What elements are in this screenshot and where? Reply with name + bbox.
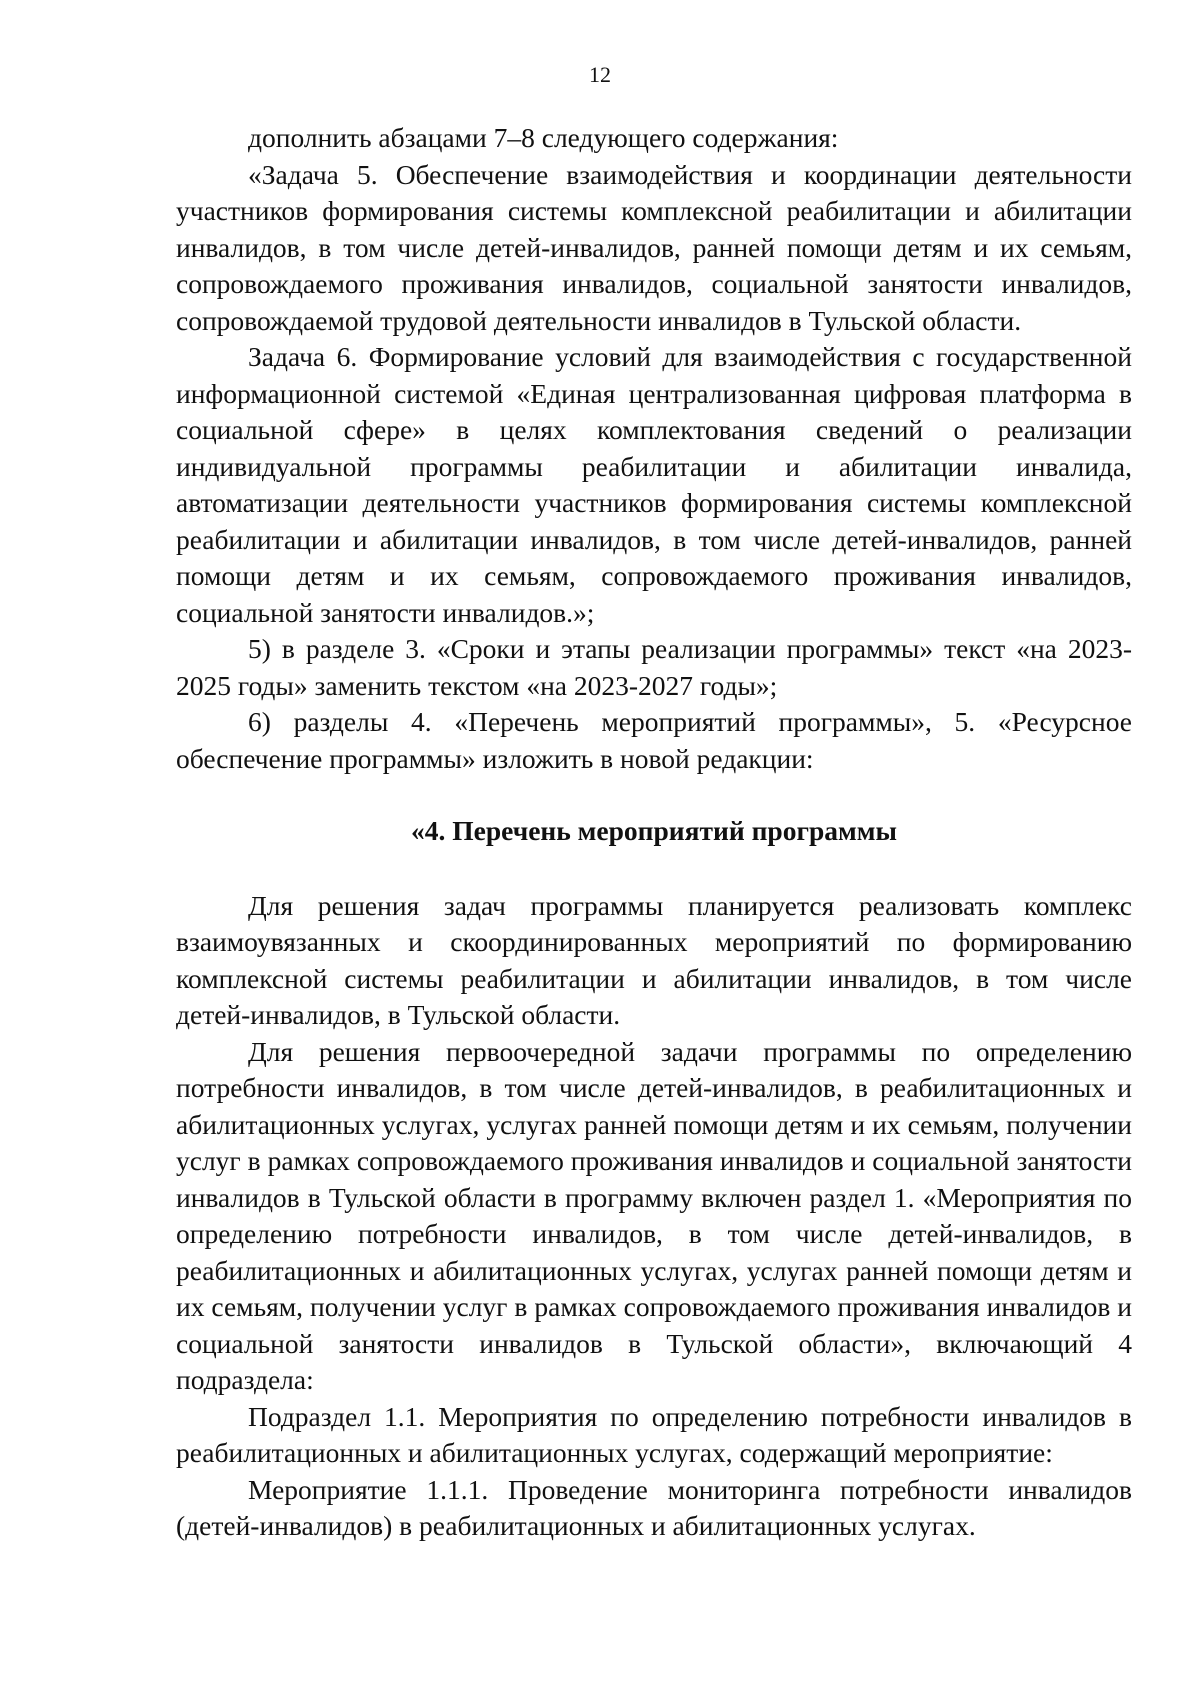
document-body [176, 120, 1132, 1545]
paragraph-item-6: 6) разделы 4. «Перечень мероприятий программы», 5. «Ресурсное обеспечение программы» изложить в новой редакции: [176, 706, 1132, 774]
paragraph-item-5: 5) в разделе 3. «Сроки и этапы реализации программы» текст «на 2023-2025 годы» заменить текстом «на 2023-2027 годы»; [176, 633, 1132, 701]
paragraph-intro: дополнить абзацами 7–8 следующего содержания: [248, 122, 839, 153]
paragraph-task-5: «Задача 5. Обеспечение взаимодействия и координации деятельности участников формирования системы комплексной реабилитации и абилитации инвалидов, в том числе детей-инвалидов, ранней помощи детям и их семьям, сопровождаемого проживания инвалидов, социальной занятости инвалидов, сопровождаемой трудовой деятельности инвалидов в Тульской области. [176, 158, 1132, 336]
paragraph-subsection-1-1: Подраздел 1.1. Мероприятия по определению потребности инвалидов в реабилитационных и абилитационных услугах, содержащий мероприятие: [176, 1400, 1132, 1468]
paragraph-task-6: Задача 6. Формирование условий для взаимодействия с государственной информационной системой «Единая централизованная цифровая платформа в социальной сфере» в целях комплектования сведений о реализации индивидуальной программы реабилитации и абилитации инвалида, автоматизации деятельности участников формирования системы комплексной реабилитации и абилитации инвалидов, в том числе детей-инвалидов, ранней помощи детям и их семьям, сопровождаемого проживания инвалидов, социальной занятости инвалидов.»; [176, 341, 1132, 628]
paragraph-priority-task: Для решения первоочередной задачи программы по определению потребности инвалидов, в том числе детей-инвалидов, в реабилитационных и абилитационных услугах, услугах ранней помощи детям и их семьям, получении услуг в рамках сопровождаемого проживания инвалидов и социальной занятости инвалидов в Тульской области в программу включен раздел 1. «Мероприятия по определению потребности инвалидов, в том числе детей-инвалидов, в реабилитационных и абилитационных услугах, услугах ранней помощи детям и их семьям, получении услуг в рамках сопровождаемого проживания инвалидов и социальной занятости инвалидов в Тульской области», включающий 4 подраздела: [176, 1035, 1132, 1395]
section-heading: «4. Перечень мероприятий программы [411, 815, 897, 846]
page-number: 12 [589, 62, 611, 87]
paragraph-program-tasks: Для решения задач программы планируется реализовать комплекс взаимоувязанных и скоординированных мероприятий по формированию комплексной системы реабилитации и абилитации инвалидов, в том числе детей-инвалидов, в Тульской области. [176, 889, 1132, 1030]
paragraph-measure-1-1-1: Мероприятие 1.1.1. Проведение мониторинга потребности инвалидов (детей-инвалидов) в реабилитационных и абилитационных услугах. [176, 1473, 1132, 1541]
